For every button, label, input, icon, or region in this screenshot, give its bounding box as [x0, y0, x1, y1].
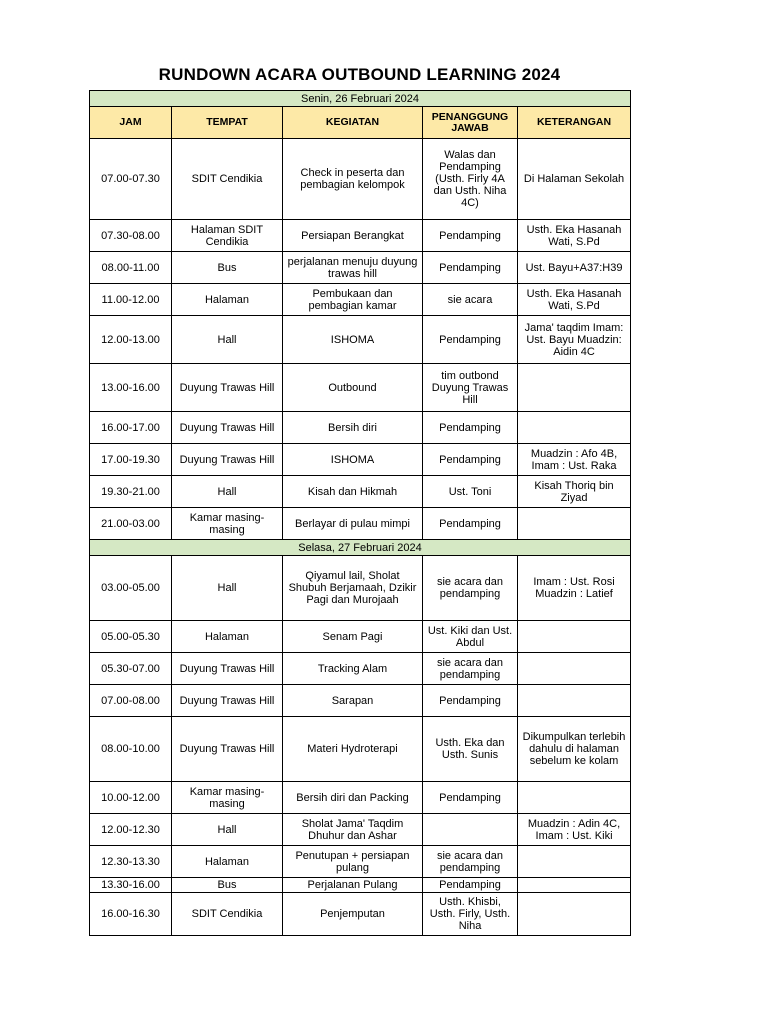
cell-kegiatan: Persiapan Berangkat: [283, 220, 423, 252]
cell-jam: 08.00-11.00: [90, 252, 172, 284]
cell-penanggung-jawab: sie acara dan pendamping: [423, 653, 518, 685]
day-header-row: [90, 540, 631, 556]
cell-tempat: Duyung Trawas Hill: [172, 653, 283, 685]
cell-penanggung-jawab: sie acara dan pendamping: [423, 846, 518, 878]
cell-kegiatan: Tracking Alam: [283, 653, 423, 685]
table-row: [90, 220, 631, 252]
cell-jam: 17.00-19.30: [90, 444, 172, 476]
cell-keterangan: Kisah Thoriq bin Ziyad: [518, 476, 631, 508]
cell-tempat: Bus: [172, 252, 283, 284]
column-header-jam: JAM: [90, 107, 172, 139]
cell-tempat: Hall: [172, 556, 283, 621]
cell-kegiatan: ISHOMA: [283, 316, 423, 364]
cell-tempat: Kamar masing-masing: [172, 508, 283, 540]
cell-jam: 07.00-07.30: [90, 139, 172, 220]
cell-kegiatan: Outbound: [283, 364, 423, 412]
cell-tempat: SDIT Cendikia: [172, 139, 283, 220]
cell-tempat: Duyung Trawas Hill: [172, 685, 283, 717]
cell-kegiatan: Bersih diri: [283, 412, 423, 444]
cell-jam: 07.00-08.00: [90, 685, 172, 717]
cell-penanggung-jawab: tim outbond Duyung Trawas Hill: [423, 364, 518, 412]
table-row: [90, 621, 631, 653]
cell-jam: 07.30-08.00: [90, 220, 172, 252]
column-header-kegiatan: KEGIATAN: [283, 107, 423, 139]
cell-penanggung-jawab: Pendamping: [423, 782, 518, 814]
table-row: [90, 782, 631, 814]
cell-keterangan: Imam : Ust. Rosi Muadzin : Latief: [518, 556, 631, 621]
cell-tempat: SDIT Cendikia: [172, 893, 283, 936]
cell-penanggung-jawab: Pendamping: [423, 252, 518, 284]
cell-keterangan: Muadzin : Afo 4B, Imam : Ust. Raka: [518, 444, 631, 476]
rundown-table-body: [90, 91, 631, 936]
column-header-penanggung-jawab: PENANGGUNG JAWAB: [423, 107, 518, 139]
cell-keterangan: [518, 508, 631, 540]
table-row: [90, 476, 631, 508]
cell-tempat: Halaman: [172, 621, 283, 653]
table-row: [90, 444, 631, 476]
cell-keterangan: [518, 412, 631, 444]
cell-jam: 16.00-16.30: [90, 893, 172, 936]
cell-kegiatan: perjalanan menuju duyung trawas hill: [283, 252, 423, 284]
table-row: [90, 846, 631, 878]
cell-keterangan: Di Halaman Sekolah: [518, 139, 631, 220]
cell-jam: 05.30-07.00: [90, 653, 172, 685]
cell-jam: 19.30-21.00: [90, 476, 172, 508]
cell-kegiatan: Perjalanan Pulang: [283, 878, 423, 893]
cell-tempat: Duyung Trawas Hill: [172, 717, 283, 782]
cell-keterangan: [518, 685, 631, 717]
table-row: [90, 717, 631, 782]
cell-tempat: Hall: [172, 814, 283, 846]
cell-kegiatan: Qiyamul lail, Sholat Shubuh Berjamaah, Dzikir Pagi dan Murojaah: [283, 556, 423, 621]
cell-keterangan: [518, 846, 631, 878]
cell-tempat: Duyung Trawas Hill: [172, 412, 283, 444]
cell-jam: 03.00-05.00: [90, 556, 172, 621]
cell-tempat: Halaman SDIT Cendikia: [172, 220, 283, 252]
cell-keterangan: [518, 893, 631, 936]
table-row: [90, 139, 631, 220]
table-row: [90, 653, 631, 685]
column-header-tempat: TEMPAT: [172, 107, 283, 139]
cell-penanggung-jawab: Pendamping: [423, 878, 518, 893]
day-label: Selasa, 27 Februari 2024: [90, 540, 631, 556]
cell-jam: 16.00-17.00: [90, 412, 172, 444]
table-row: [90, 508, 631, 540]
cell-keterangan: [518, 782, 631, 814]
table-row: [90, 814, 631, 846]
cell-penanggung-jawab: sie acara: [423, 284, 518, 316]
cell-keterangan: [518, 878, 631, 893]
cell-kegiatan: Materi Hydroterapi: [283, 717, 423, 782]
cell-keterangan: Dikumpulkan terlebih dahulu di halaman sebelum ke kolam: [518, 717, 631, 782]
cell-keterangan: [518, 621, 631, 653]
cell-penanggung-jawab: Pendamping: [423, 685, 518, 717]
cell-kegiatan: Senam Pagi: [283, 621, 423, 653]
document-title: RUNDOWN ACARA OUTBOUND LEARNING 2024: [158, 65, 561, 84]
day-header-row: [90, 91, 631, 107]
cell-penanggung-jawab: [423, 814, 518, 846]
rundown-table: [89, 90, 631, 936]
cell-jam: 13.00-16.00: [90, 364, 172, 412]
cell-jam: 12.30-13.30: [90, 846, 172, 878]
cell-keterangan: Jama' taqdim Imam: Ust. Bayu Muadzin: Aidin 4C: [518, 316, 631, 364]
table-row: [90, 893, 631, 936]
table-row: [90, 284, 631, 316]
column-header-keterangan: KETERANGAN: [518, 107, 631, 139]
table-row: [90, 878, 631, 893]
cell-kegiatan: Bersih diri dan Packing: [283, 782, 423, 814]
table-row: [90, 685, 631, 717]
cell-kegiatan: Penutupan + persiapan pulang: [283, 846, 423, 878]
cell-penanggung-jawab: Walas dan Pendamping (Usth. Firly 4A dan Usth. Niha 4C): [423, 139, 518, 220]
table-row: [90, 364, 631, 412]
cell-penanggung-jawab: sie acara dan pendamping: [423, 556, 518, 621]
cell-jam: 05.00-05.30: [90, 621, 172, 653]
table-row: [90, 412, 631, 444]
cell-kegiatan: Sholat Jama' Taqdim Dhuhur dan Ashar: [283, 814, 423, 846]
cell-kegiatan: Penjemputan: [283, 893, 423, 936]
cell-penanggung-jawab: Ust. Kiki dan Ust. Abdul: [423, 621, 518, 653]
cell-jam: 12.00-12.30: [90, 814, 172, 846]
cell-tempat: Halaman: [172, 284, 283, 316]
cell-penanggung-jawab: Pendamping: [423, 508, 518, 540]
cell-kegiatan: Check in peserta dan pembagian kelompok: [283, 139, 423, 220]
cell-penanggung-jawab: Pendamping: [423, 316, 518, 364]
cell-kegiatan: Kisah dan Hikmah: [283, 476, 423, 508]
cell-jam: 12.00-13.00: [90, 316, 172, 364]
cell-penanggung-jawab: Pendamping: [423, 444, 518, 476]
cell-kegiatan: Sarapan: [283, 685, 423, 717]
cell-tempat: Bus: [172, 878, 283, 893]
cell-kegiatan: Berlayar di pulau mimpi: [283, 508, 423, 540]
table-row: [90, 252, 631, 284]
cell-jam: 11.00-12.00: [90, 284, 172, 316]
column-header-row: [90, 107, 631, 139]
cell-keterangan: Usth. Eka Hasanah Wati, S.Pd: [518, 284, 631, 316]
cell-penanggung-jawab: Usth. Khisbi, Usth. Firly, Usth. Niha: [423, 893, 518, 936]
cell-keterangan: Usth. Eka Hasanah Wati, S.Pd: [518, 220, 631, 252]
cell-keterangan: [518, 653, 631, 685]
cell-tempat: Hall: [172, 316, 283, 364]
cell-keterangan: [518, 364, 631, 412]
cell-jam: 21.00-03.00: [90, 508, 172, 540]
cell-kegiatan: Pembukaan dan pembagian kamar: [283, 284, 423, 316]
cell-kegiatan: ISHOMA: [283, 444, 423, 476]
cell-penanggung-jawab: Ust. Toni: [423, 476, 518, 508]
cell-jam: 08.00-10.00: [90, 717, 172, 782]
cell-tempat: Hall: [172, 476, 283, 508]
cell-penanggung-jawab: Usth. Eka dan Usth. Sunis: [423, 717, 518, 782]
cell-keterangan: Ust. Bayu+A37:H39: [518, 252, 631, 284]
cell-jam: 13.30-16.00: [90, 878, 172, 893]
cell-keterangan: Muadzin : Adin 4C, Imam : Ust. Kiki: [518, 814, 631, 846]
cell-tempat: Halaman: [172, 846, 283, 878]
cell-tempat: Kamar masing-masing: [172, 782, 283, 814]
table-row: [90, 556, 631, 621]
day-label: Senin, 26 Februari 2024: [90, 91, 631, 107]
cell-tempat: Duyung Trawas Hill: [172, 444, 283, 476]
cell-penanggung-jawab: Pendamping: [423, 412, 518, 444]
cell-penanggung-jawab: Pendamping: [423, 220, 518, 252]
table-row: [90, 316, 631, 364]
cell-tempat: Duyung Trawas Hill: [172, 364, 283, 412]
cell-jam: 10.00-12.00: [90, 782, 172, 814]
